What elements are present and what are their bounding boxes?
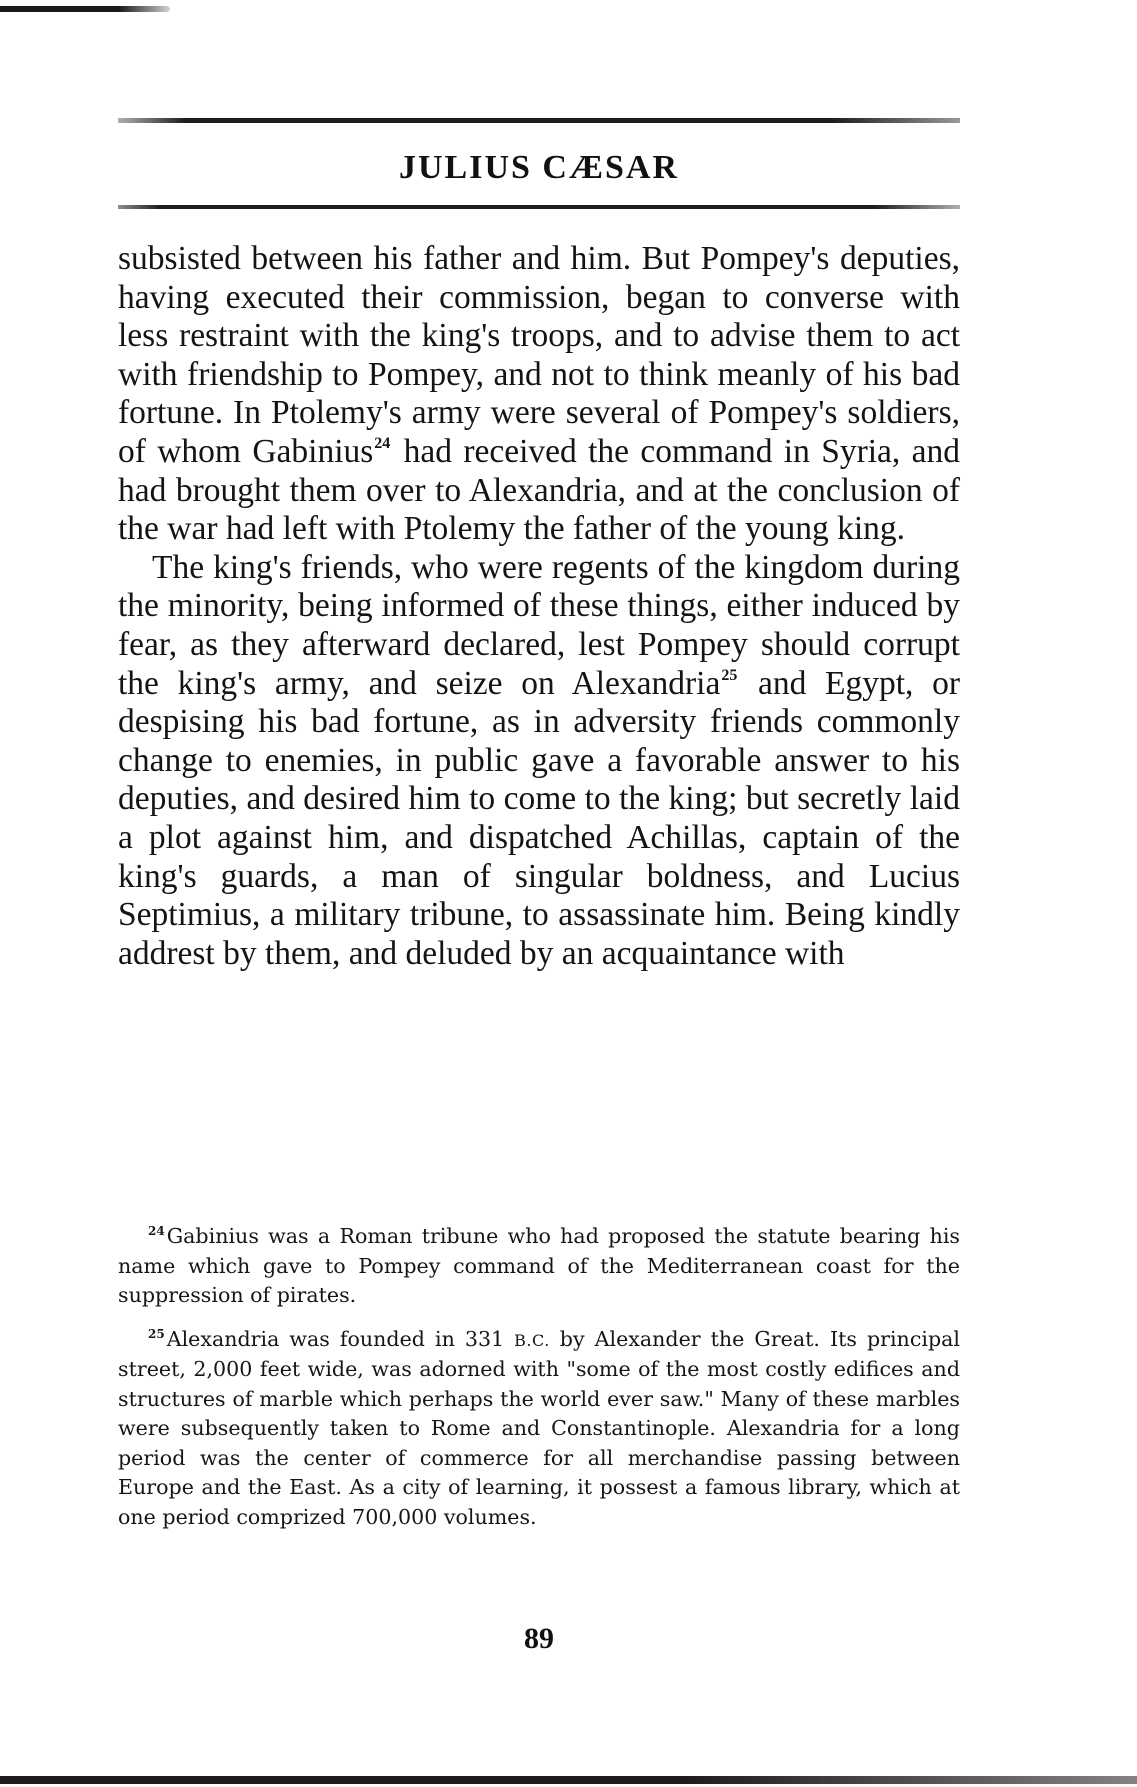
- footnote-ref-24: 24: [374, 434, 391, 452]
- scan-edge-mark: [0, 6, 170, 12]
- footnote-25-text-b: by Alexander the Great. Its principal street, 2,000 feet wide, was adorned with "some of the most costly edifices and structures of marble which perhaps the world ever saw." Many of these marbles were subsequently taken to Rome and Constantinople. Alexandria for a long period was the center of commerce for all merchandise passing between Europe and the East. As a city of learning, it possest a famous library, which at one period comprized 700,000 volumes.: [118, 1326, 960, 1529]
- footnote-ref-25: 25: [721, 666, 738, 684]
- header-rule-top: [118, 118, 960, 123]
- footnote-marker-24: 24: [148, 1224, 165, 1238]
- paragraph-2: [118, 549, 960, 974]
- paragraph-2-text-b: and Egypt, or despising his bad fortune, as in adversity friends commonly change to enemies, in public gave a favorable answer to his deputies, and desired him to come to the king; but secretly laid a plot against him, and dispatched Achillas, captain of the king's guards, a man of singular boldness, and Lucius Septimius, a military tribune, to assassinate him. Being kindly addrest by them, and deluded by an acquaintance with: [118, 664, 960, 972]
- paragraph-1-text-b: had received the command in Syria, and had brought them over to Alexandria, and at the conclusion of the war had left with Ptolemy the father of the young king.: [118, 432, 960, 548]
- footnote-25-text-a: Alexandria was founded in 331: [166, 1326, 515, 1351]
- header-rule-bottom: [118, 205, 960, 209]
- paragraph-1-text-a: subsisted between his father and him. But Pompey's deputies, having executed their commission, began to converse with less restraint with the king's troops, and to advise them to act with friendship to Pompey, and not to think meanly of his bad fortune. In Ptolemy's army were several of Pompey's soldiers, of whom Gabinius: [118, 240, 960, 470]
- paragraph-2-text-a: The king's friends, who were regents of the kingdom during the minority, being informed of these things, either induced by fear, as they afterward declared, lest Pompey should corrupt the king's army, and seize on Alexandria: [118, 548, 960, 702]
- footnote-marker-25: 25: [148, 1326, 165, 1341]
- footnote-24-text: Gabinius was a Roman tribune who had proposed the statute bearing his name which gave to Pompey command of the Mediterranean coast for the suppression of pirates.: [118, 1224, 960, 1307]
- paragraph-1: [118, 240, 960, 549]
- main-text: [118, 240, 960, 973]
- scan-bottom-edge: [0, 1776, 1137, 1784]
- footnote-25: [118, 1325, 960, 1533]
- page-number: 89: [524, 1622, 554, 1655]
- footnote-25-era: B.C.: [514, 1330, 550, 1350]
- footnotes: [118, 1222, 960, 1546]
- running-title: JULIUS CÆSAR: [399, 149, 679, 186]
- footnote-24: [118, 1222, 960, 1311]
